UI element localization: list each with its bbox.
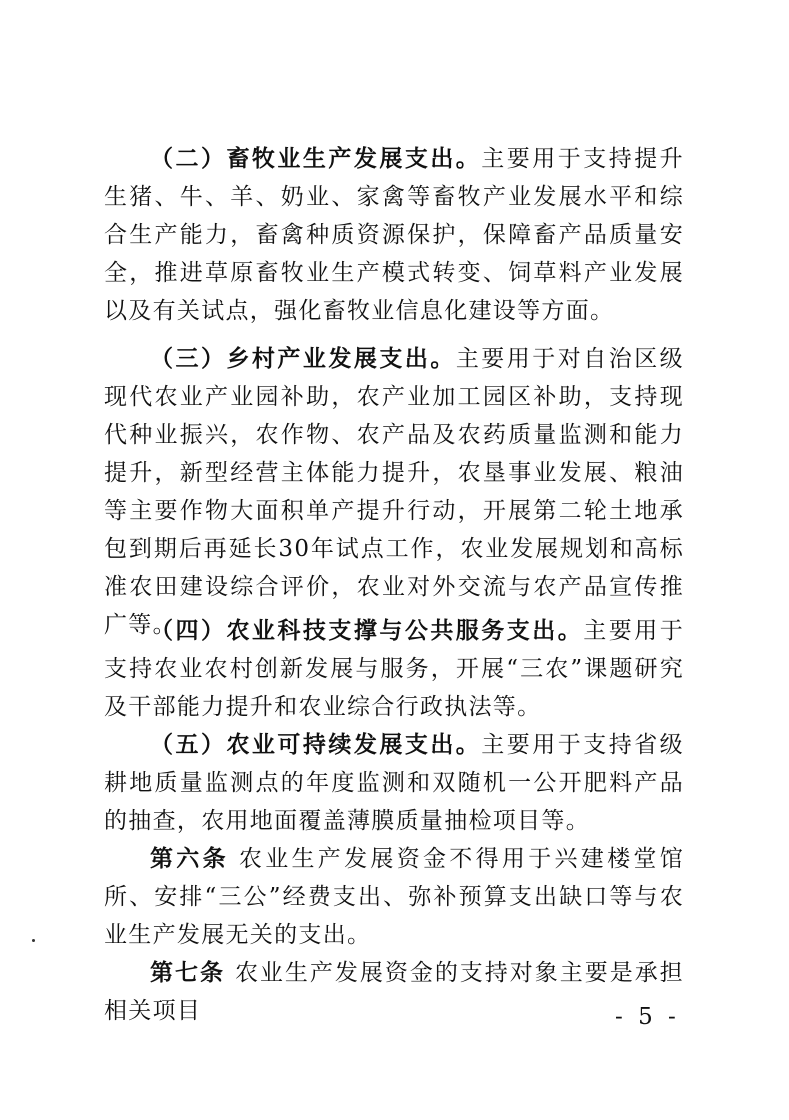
scan-speck (32, 939, 35, 942)
paragraph-livestock (104, 140, 684, 330)
paragraph-body: 主要用于对自治区级现代农业产业园补助，农产业加工园区补助，支持现代种业振兴，农作物、农产品及农药质量监测和能力提升，新型经营主体能力提升，农垦事业发展、粮油等主要作物大面积单产提升行动，开展第二轮土地承包到期后再延长30年试点工作，农业发展规划和高标准农田建设综合评价，农业对外交流与农产品宣传推广等。 (104, 346, 684, 638)
paragraph-article-7 (104, 954, 684, 1030)
article-heading: 第七条 (150, 959, 225, 986)
paragraph-heading: （三）乡村产业发展支出。 (150, 345, 456, 372)
paragraph-article-6 (104, 840, 684, 954)
article-heading: 第六条 (150, 845, 229, 872)
paragraph-heading: （二）畜牧业生产发展支出。 (150, 145, 482, 172)
paragraph-body: 主要用于支持农业农村创新发展与服务，开展“三农”课题研究及干部能力提升和农业综合行政执法等。 (104, 618, 684, 720)
paragraph-rural-industry (104, 340, 684, 644)
paragraph-body: 农业生产发展资金的支持对象主要是承担相关项目 (104, 960, 684, 1024)
paragraph-heading: （五）农业可持续发展支出。 (150, 731, 482, 758)
paragraph-sustainable (104, 726, 684, 840)
paragraph-body: 主要用于支持提升生猪、牛、羊、奶业、家禽等畜牧产业发展水平和综合生产能力，畜禽种质资源保护，保障畜产品质量安全，推进草原畜牧业生产模式转变、饲草料产业发展以及有关试点，强化畜牧业信息化建设等方面。 (104, 146, 684, 324)
paragraph-heading: （四）农业科技支撑与公共服务支出。 (150, 617, 584, 644)
paragraph-body: 农业生产发展资金不得用于兴建楼堂馆所、安排“三公”经费支出、弥补预算支出缺口等与农业生产发展无关的支出。 (104, 846, 684, 948)
paragraph-body: 主要用于支持省级耕地质量监测点的年度监测和双随机一公开肥料产品的抽查，农用地面覆盖薄膜质量抽检项目等。 (104, 732, 684, 834)
page-number: - 5 - (615, 1004, 680, 1030)
paragraph-tech-support (104, 612, 684, 726)
